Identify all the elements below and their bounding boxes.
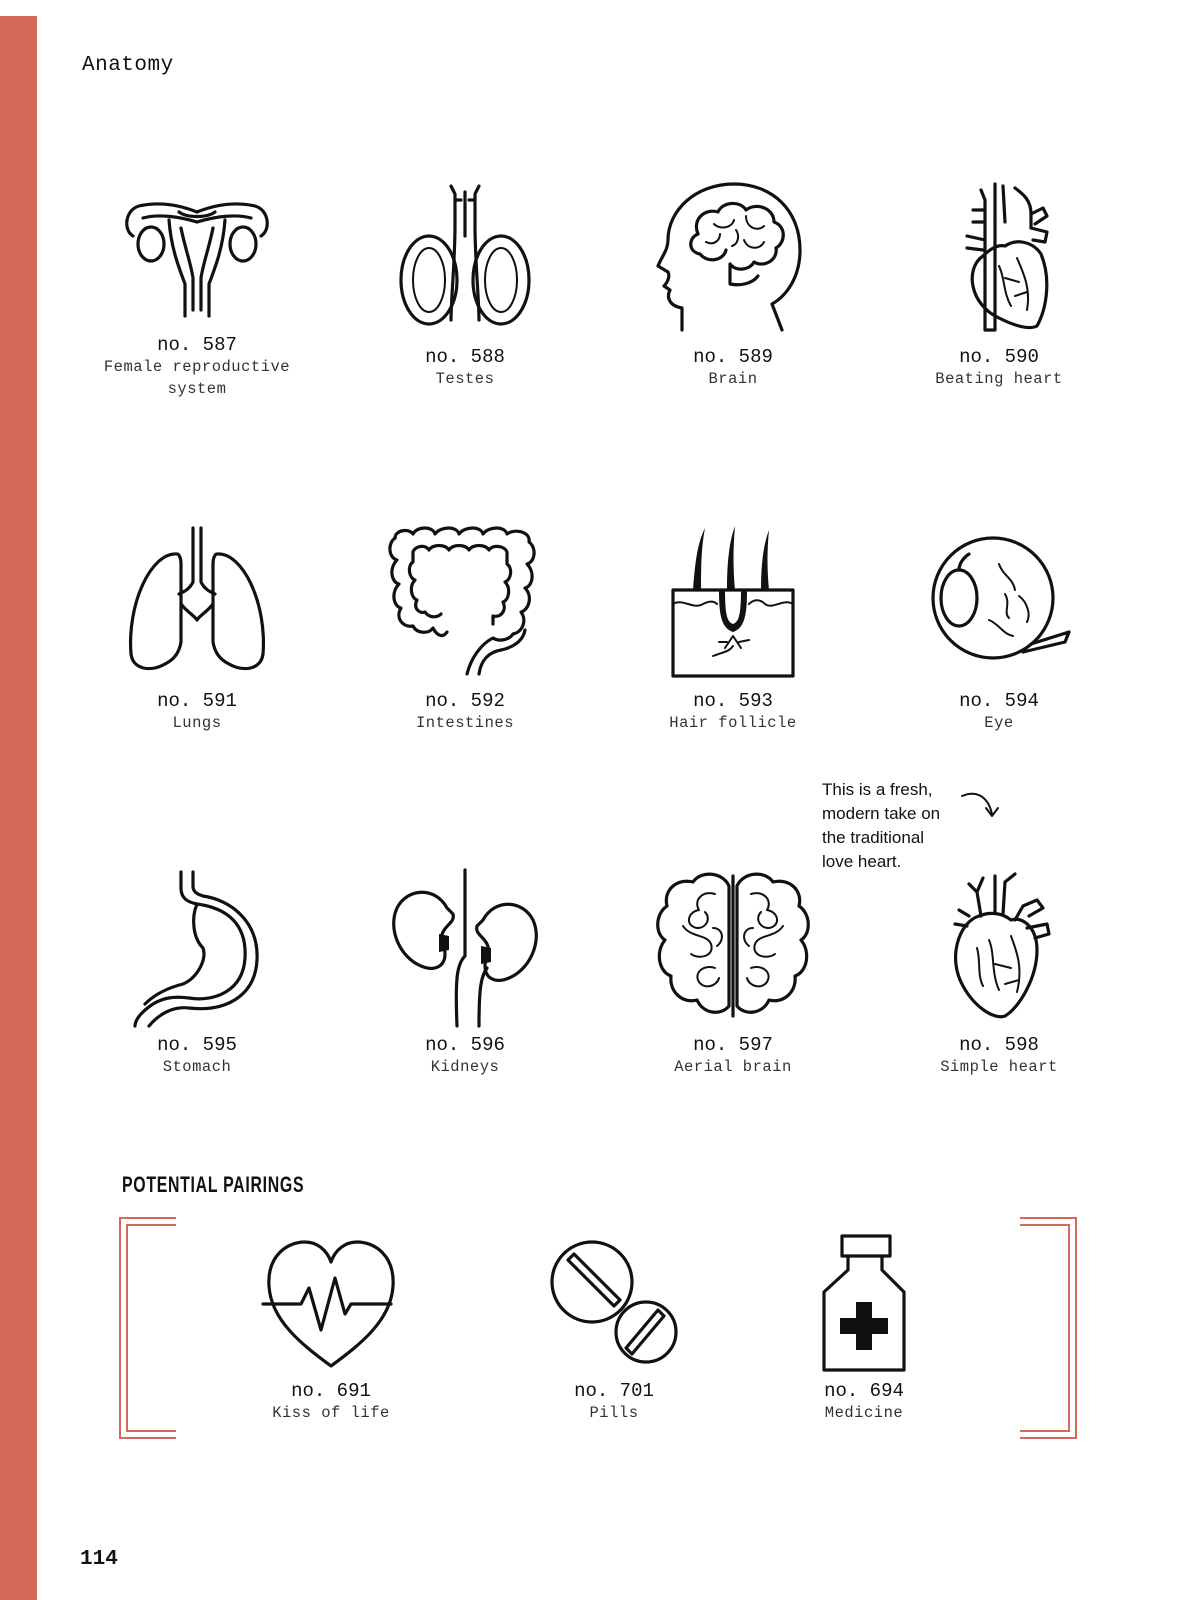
- tattoo-number: no. 587: [157, 334, 237, 356]
- spine-accent-bar: [0, 16, 37, 1600]
- tattoo-name: Lungs: [172, 714, 222, 732]
- tattoo-tile-592: [340, 524, 590, 734]
- tattoo-tile-596: [340, 868, 590, 1078]
- stomach-icon: [117, 868, 277, 1028]
- tattoo-name: Hair follicle: [669, 714, 797, 732]
- aerial-brain-icon: [653, 868, 813, 1028]
- beating-heart-icon: [919, 180, 1079, 340]
- brain-profile-icon: [648, 180, 818, 340]
- tattoo-tile-593: [608, 524, 858, 734]
- right-bracket-icon: [1018, 1216, 1078, 1440]
- tattoo-name: Female reproductive system: [103, 358, 291, 398]
- tattoo-number: no. 590: [959, 346, 1039, 368]
- tattoo-tile-590: [874, 180, 1124, 390]
- medicine-bottle-icon: [794, 1234, 934, 1374]
- annotation-note: [822, 778, 972, 874]
- intestines-icon: [385, 524, 545, 684]
- note-line: This is a fresh,: [822, 780, 933, 799]
- pairing-name: Pills: [589, 1404, 639, 1422]
- tattoo-number: no. 588: [425, 346, 505, 368]
- tattoo-number: no. 591: [157, 690, 237, 712]
- simple-heart-icon: [919, 868, 1079, 1028]
- note-line: modern take on: [822, 804, 941, 823]
- pairing-name: Kiss of life: [272, 1404, 390, 1422]
- tattoo-name: Intestines: [415, 714, 514, 732]
- lungs-icon: [117, 524, 277, 684]
- pairing-number: no. 691: [291, 1380, 371, 1402]
- tattoo-tile-591: [72, 524, 322, 734]
- page-number: 114: [80, 1548, 118, 1571]
- pairing-tile-701: [489, 1234, 739, 1424]
- tattoo-number: no. 593: [693, 690, 773, 712]
- pairing-number: no. 701: [574, 1380, 654, 1402]
- tattoo-name: Simple heart: [940, 1058, 1058, 1076]
- tattoo-number: no. 596: [425, 1034, 505, 1056]
- pills-icon: [544, 1234, 684, 1374]
- hair-follicle-icon: [653, 524, 813, 684]
- tattoo-tile-588: [340, 180, 590, 390]
- pairing-tile-691: [206, 1234, 456, 1424]
- tattoo-tile-589: [608, 180, 858, 390]
- tattoo-name: Kidneys: [430, 1058, 500, 1076]
- tattoo-name: Eye: [984, 714, 1014, 732]
- eye-icon: [919, 524, 1079, 684]
- tattoo-tile-594: [874, 524, 1124, 734]
- tattoo-tile-598: [874, 868, 1124, 1078]
- tattoo-number: no. 598: [959, 1034, 1039, 1056]
- tattoo-number: no. 589: [693, 346, 773, 368]
- pairing-number: no. 694: [824, 1380, 904, 1402]
- tattoo-number: no. 597: [693, 1034, 773, 1056]
- testes-icon: [385, 180, 545, 340]
- note-line: the traditional: [822, 828, 925, 847]
- kidneys-icon: [385, 868, 545, 1028]
- tattoo-tile-595: [72, 868, 322, 1078]
- heartbeat-heart-icon: [261, 1234, 401, 1374]
- tattoo-number: no. 592: [425, 690, 505, 712]
- tattoo-name: Beating heart: [935, 370, 1063, 388]
- tattoo-name: Brain: [708, 370, 758, 388]
- pairing-name: Medicine: [824, 1404, 904, 1422]
- section-title: Anatomy: [82, 54, 174, 77]
- tattoo-tile-597: [608, 868, 858, 1078]
- pairing-tile-694: [739, 1234, 989, 1424]
- tattoo-name: Aerial brain: [674, 1058, 792, 1076]
- curved-arrow-icon: [958, 790, 1004, 824]
- tattoo-name: Testes: [435, 370, 495, 388]
- note-line: love heart.: [822, 852, 902, 871]
- tattoo-number: no. 594: [959, 690, 1039, 712]
- tattoo-tile-587: [72, 188, 322, 400]
- tattoo-number: no. 595: [157, 1034, 237, 1056]
- female-reproductive-system-icon: [117, 188, 277, 328]
- pairings-title: POTENTIAL PAIRINGS: [122, 1172, 305, 1197]
- tattoo-name: Stomach: [162, 1058, 232, 1076]
- left-bracket-icon: [118, 1216, 178, 1440]
